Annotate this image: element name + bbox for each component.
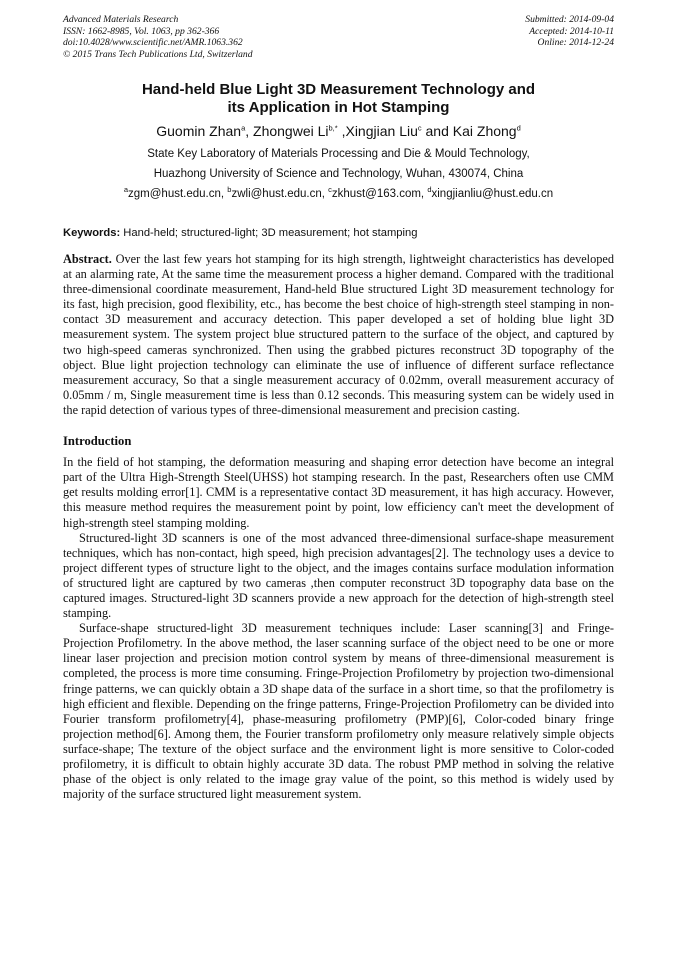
email-sup: c [328, 185, 332, 195]
section-heading-introduction: Introduction [63, 434, 132, 449]
accepted-date: Accepted: 2014-10-11 [529, 25, 614, 37]
author-sep: and [421, 123, 453, 139]
journal-doi: doi:10.4028/www.scientific.net/AMR.1063.362 [63, 37, 243, 49]
email-list [63, 184, 614, 204]
author-sep: , [245, 123, 254, 139]
title-line-2: its Application in Hot Stamping [227, 99, 450, 116]
author-sep: , [337, 123, 346, 139]
author-name: Zhongwei Li [253, 123, 329, 139]
keywords-label: Keywords: [63, 227, 121, 239]
author-sup: a [241, 123, 246, 133]
author-name: Kai Zhong [452, 123, 517, 139]
email-address: zwli@hust.edu.cn, [231, 188, 329, 200]
intro-paragraph: Surface-shape structured-light 3D measurement techniques include: Laser scanning[3] and Fringe-Projection Profilometry. In the above method, the laser scanning surface of the object need to be one or more linear laser projection and precision motion control system by means of three-dimensional measurement is completed, the process is more time consuming. Fringe-Projection Profilometry by projection two-dimensional fringe patterns, we can quickly obtain a 3D shape data of the surface in a short time, so that the profilometry is high efficient and flexible. Depending on the fringe patterns, Fringe-Projection Profilometry can be divided into Fourier transform profilometry[4], phase-measuring profilometry (PMP)[6], Color-coded binary fringe projection method[6]. Among them, the Fourier transform profilometry only measure relatively simple objects surface-shape; The texture of the object surface and the environment light is more sensitive to Color-coded profilometry, it is difficult to obtain highly accurate 3D data. The robust PMP method in solving the relative phase of the object is only related to the image gray value of the point, so this method is widely used by majority of the surface structured light measurement system. [63, 621, 614, 802]
abstract-text: Over the last few years hot stamping for its high strength, lightweight characteristics has developed at an alarming rate, At the same time the measurement process a higher demand. Compared with the traditional three-dimensional coordinate measurement, Hand-held Blue structured Light 3D measurement technology for its fast, high precision, good flexibility, etc., has become the best choice of high-strength steel stamping in non-contact 3D measurement and accuracy detection. This paper developed a set of holding blue light 3D measurement system. The system project blue structured pattern to the surface of the object, and captured by two high-speed cameras synchronized. Then using the grabbed pictures reconstruct 3D topography of the object. Blue light projection technology can eliminate the use of influence of different surface reflectance measurement accuracy, So that a single measurement accuracy of 0.02mm, overall measurement accuracy of 0.05mm / m, Single measurement time is less than 0.12 seconds. This measuring system can be widely used in the rapid detection of various types of three-dimensional measurement and precision casting. [63, 252, 614, 417]
email-address: zgm@hust.edu.cn, [128, 188, 228, 200]
keywords [63, 226, 614, 240]
author-sup: d [516, 123, 521, 133]
affiliation-line-1: State Key Laboratory of Materials Processing and Die & Mould Technology, [147, 148, 530, 160]
journal-issn: ISSN: 1662-8985, Vol. 1063, pp 362-366 [63, 25, 220, 37]
intro-paragraph: In the field of hot stamping, the deformation measuring and shaping error detection have become an integral part of the Ultra High-Strength Steel(UHSS) hot stamping research. In the past, Researchers often use CMM get results molding error[1]. CMM is a representative contact 3D measurement, it has high accuracy. However, this measure method requires the measurement point by point, low efficiency can't meet the development of high-strength steel stamping molding. [63, 455, 614, 530]
author-sup: b,* [328, 123, 338, 133]
online-date: Online: 2014-12-24 [537, 37, 614, 49]
author-list [63, 122, 614, 140]
email-address: zkhust@163.com, [331, 188, 428, 200]
affiliation-line-2: Huazhong University of Science and Technology, Wuhan, 430074, China [153, 168, 524, 180]
email-address: xingjianliu@hust.edu.cn [431, 188, 554, 200]
submitted-date: Submitted: 2014-09-04 [525, 14, 614, 25]
keywords-text: Hand-held; structured-light; 3D measurement; hot stamping [120, 227, 418, 239]
email-sup: a [123, 185, 129, 195]
paper-title [63, 81, 614, 117]
journal-name: Advanced Materials Research [63, 14, 179, 25]
email-sup: d [427, 185, 432, 195]
intro-paragraph: Structured-light 3D scanners is one of the most advanced three-dimensional surface-shape measurement techniques, which has non-contact, high speed, high precision advantages[2]. The technology uses a device to project different types of structure light to the object, and the images contains surface modulation information of structured light are captured by two cameras ,then computer reconstruct 3D topography data base on the captured images. Structured-light 3D scanners provide a new approach for the detection of high-strength steel stamping. [63, 530, 614, 621]
body-text [63, 252, 614, 802]
title-line-1: Hand-held Blue Light 3D Measurement Technology and [141, 81, 536, 98]
author-name: Guomin Zhan [156, 123, 242, 139]
author-sup: c [417, 123, 422, 133]
affiliation [63, 144, 614, 204]
journal-copyright: © 2015 Trans Tech Publications Ltd, Switzerland [63, 48, 253, 60]
email-sup: b [227, 185, 232, 195]
abstract [63, 252, 614, 418]
journal-info [63, 14, 253, 60]
title-block [63, 81, 614, 204]
author-name: Xingjian Liu [345, 123, 418, 139]
submission-dates [525, 14, 614, 49]
abstract-label: Abstract. [63, 252, 112, 266]
